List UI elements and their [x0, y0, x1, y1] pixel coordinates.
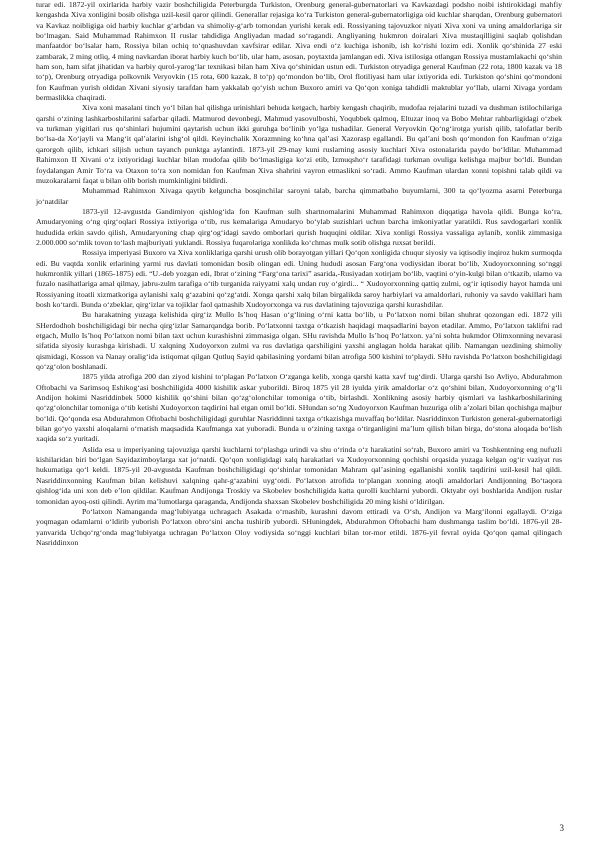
paragraph: Muhammad Rahimxon Xivaga qaytib kelguncha bosqinchilar saroyni talab, barcha qimmatbaho buyumlarni, 300 ta qo‘lyozma asarni Peterburga jo‘natdilar — [36, 186, 562, 206]
page-number: 3 — [559, 823, 564, 833]
paragraph: turar edi. 1872-yil oxirlarida harbiy vazir boshchiligida Peterburgda Turkiston, Orenburg general-gubernatorlari va Kavkazdagi podsho noibi ishtirokidagi mahfiy kengashda Xiva xonligini bosib olishga uzil-kesil qaror qilindi. Generallar rejasiga ko‘ra Turkiston general-gubernatorligiga oid kuchlar sharqdan, Orenburg gubernatori va Kavkaz noibligiga oid harbiy kuchlar g‘arbdan va shimoliy-g‘arb tomondan yurishi kerak edi. Rossiyaning tajovuzkor niyati Xiva xoni va uning amaldorlariga sir bo‘lmagan. Said Muhammad Rahimxon II ruslar tahdidiga Angliyadan madad so‘ragandi. Angliyaning hukmron doiralari Xiva mustaqilligini saqlab qolishdan manfaatdor bo‘lsalar ham, Rossiya bilan ochiq to‘qnashuvdan xavfsirar edilar. Xiva endi o‘z kuchiga ishonib, ish ko‘rishi lozim edi. Xonlik qo‘shinida 27 eski zambarak, 2 ming otliq, 4 ming navkardan iborat harbiy kuch bo‘lib, ular ham, asosan, poytaxtda jamlangan edi. Xiva istilosiga otlangan Rossiya mustamlakachi qo‘shin ham son, ham sifat jihatidan va harbiy qurol-yarog‘lar texnikasi bilan ham Xiva qo‘shinidan ustun edi. Turkiston otryadiga general Kaufman (22 rota, 1800 kazak va 18 to‘p), Orenburg otryadiga polkovnik Veryovkin (15 rota, 600 kazak, 8 to‘p) qo‘mondon bo‘lib, Orol flotiliyasi ham ular ixtiyorida edi. Turkiston qo‘shini qo‘mondoni fon Kaufman yurish oldidan Xivani siyosiy tarafdan ham yakkalab qo‘yish uchun Buxoro amiri va Qo‘qon xoniga tahdidli maktublar yo‘llab, ularni Xivaga yordam bermaslikka chaqiradi. — [36, 0, 562, 103]
paragraph: 1873-yil 12-avgustda Gandimiyon qishlog‘ida fon Kaufman sulh shartnomalarini Muhammad Rahimxon diqqatiga havola qildi. Bunga ko‘ra, Amudaryoning o‘ng qirg‘oqlari Rossiya ixtiyoriga o‘tib, rus kemalariga Amudaryo bo‘ylab suzishlari uchun barcha imkoniyatlar yaratildi. Rus savdogarlari xonlik hududida erkin savdo qilish, Amudaryoning chap qirg‘og‘idagi savdo omborlari qurish huquqini oldilar. Xiva xonligi Rossiya vassaliga aylanib, xonlik zimmasiga 2.000.000 so‘mlik tovon to‘lash majburiyati yuklandi. Rossiya fuqarolariga xonlikda ko‘chmas mulk sotib olishga ruxsat berildi. — [36, 206, 562, 247]
body-text — [36, 0, 562, 548]
paragraph: Xiva xoni masalani tinch yo‘l bilan hal qilishga urinishlari behuda ketgach, harbiy kengash chaqirib, mudofaa rejalarini tuzadi va dushman istilochilariga qarshi o‘zining lashkarboshilarini safarbar qiladi. Matmurod devonbegi, Mahmud yasovulboshi, Yoqubbek qalmoq, Eltuzar inoq va Bobo Mehtar rahbarligidagi o‘zbek va turkman yigitlari rus qo‘shinlari hujumini qaytarish uchun ikki guruhga bo‘linib yo‘lga tushadilar. General Veryovkin Qo‘ng‘irotga yurish qilib, talofatlar berib bo‘lsa-da Xo‘jayli va Mang‘it qal’alarini ishg‘ol qildi. Keyinchalik Xorazmning ko‘hna qal’asi Xazorasp egallandi. Bu qal’ani bosh qo‘mondon fon Kaufman o‘ziga qarorgoh qilib, ichkari siljish uchun tayanch punktga aylantirdi. 1873-yil 29-may kuni ruslarning asosiy kuchlari Xiva ostonalarida paydo bo‘ldilar. Muhammad Rahimxon II Xivani o‘z ixtiyoridagi kuchlar bilan mudofaa qilib bo‘lmasligiga ko‘zi etib, Izmuqsho‘r tarafidagi turkman ovuliga kelishga majbur bo‘ldi. Bundan foydalangan Amir To‘ra va Otaxon to‘ra xon nomidan fon Kaufman Xiva shahrini vayron etmaslikni so‘radi. Ammo Kaufman ulardan xonni topishni talab qildi va muzokaralarni faqat u bilan olib borish mumkinligini bildirdi. — [36, 103, 562, 185]
paragraph: Bu harakatning yuzaga kelishida qirg‘iz Mullo Is’hoq Hasan o‘g‘lining o‘rni katta bo‘lib, u Po‘latxon nomi bilan shuhrat qozongan edi. 1872 yili SHerdodhoh boshchiligidagi bir necha qirg‘izlar Samarqandga borib. Po‘latxonni taxtga o‘tkazish haqidagi maqsadlarini bayon etadilar. Ammo, Po‘latxon taklifni rad etgach, Mullo Is’hoq Po‘latxon nomi bilan taxt uchun kurashishni zimmasiga olgan. SHu ravishda Mullo Is’hoq Po‘latxon. ya’ni sohta hukmdor Olimxonning nevarasi sifatida siyosiy kurashga kirishadi. U xalqning Xudoyorxon zulmi va rus davlatiga qarshiligini yaxshi anglagan holda harakat qilib. Namangan uezdining shimoliy qismidagi, Kosson va Nanay oralig‘ida istiqomat qilgan Qutluq Sayid qabilasining yordami bilan atrofiga 500 kishini to‘playdi. SHu ravishda Po‘latxon boshchiligidagi qo‘zg‘olon boshlanadi. — [36, 310, 562, 372]
paragraph: Rossiya imperiyasi Buxoro va Xiva xonliklariga qarshi urush olib borayotgan yillari Qo‘qon xonligida chuqur siyosiy va iqtisodiy inqiroz hukm surmoqda edi. Bu vaqtda xonlik erlarining yarmi rus davlati tomonidan bosib olingan edi. Uning hududi asosan Farg‘ona vodiysidan iborat bo‘lib, Xudoyorxonning so‘nggi hukmronlik yillari (1865-1875) edi. “U.-deb yozgan edi, Ibrat o‘zining “Farg‘ona tarixi” asarida,-Rusiyadan xotirjam bo‘lib, vaqtini o‘yin-kulgi bilan o‘tkazib, ulamo va fuzalo nasihatlariga amal qilmay, jabru-zulm tarafiga o‘tib turganida raiyyatni xalq undan ruy o‘girdi... “ Xudoyorxonning qattiq zulmi, og‘ir iqtisodiy hayot hamda uni Rossiyaning itoatli xizmatkoriga aylanishi xalq g‘azabini qo‘zg‘atdi. Xonga qarshi xalq bilan birgalikda saroy harbiylari va amaldorlari, ruhoniy va savdo vakillari ham bosh ko‘tardi. Bunda o‘zbeklar, qirg‘izlar va tojiklar faol qatnashib Xudoyorxonga va rus davlatining tajovuziga qarshi kurashdilar. — [36, 248, 562, 309]
paragraph: 1875 yilda atrofiga 200 dan ziyod kishini to‘plagan Po‘latxon O‘zganga kelib, xonga qarshi katta xavf tug‘dirdi. Ularga qarshi Iso Avliyo, Abdurahmon Oftobachi va Sarimsoq Eshikog‘asi boshchiligida 4000 kishilik askar yuborildi. Biroq 1875 yil 28 iyulda yirik amaldorlar o‘z qo‘shini bilan, Xudoyorxonning o‘g‘li Andijon hokimi Nasriddinbek 5000 kishilik qo‘shini bilan qo‘zg‘olonchilar tomoniga o‘tib, birlashdi. Xonlikning asosiy harbiy qismlari va lashkarboshilarining qo‘zg‘olonchilar tomoniga o‘tib ketishi Xudoyorxon taqdirini hal etgan omil bo‘ldi. SHundan so‘ng Xudoyorxon Kaufman huzuriga olib a’zolari bilan qochishga majbur bo‘ldi. Qo‘qonda esa Abdurahmon Oftobachi boshchiligidagi guruhlar Nasriddinni taxtga o‘tkazishga muvaffaq bo‘ldilar. Nasriddinxon Turkiston general-gubernatorligi bilan go‘yo yaxshi aloqalarni o‘rnatish maqsadida Kaufmanga xat yuboradi. Bunda u o‘zining taxtga o‘tirganligini ma’lum qilish bilan birga, do‘stona aloqada bo‘lish xaqida so‘z yuritadi. — [36, 372, 562, 444]
paragraph: Aslida esa u imperiyaning tajovuziga qarshi kuchlarni to‘plashga urindi va shu o‘rinda o‘z harakatini so‘rab, Buxoro amiri va Toshkentning eng nufuzli kishilaridan biri bo‘lgan Sayidazimboylarga xat jo‘natdi. Qo‘qon xonligidagi xalq harakatlari va Xudoyorxonning qochishi orqasida yuzaga kelgan og‘ir vaziyat rus hukumatiga qo‘l keldi. 1875-yil 20-avgustda Kaufman boshchiligidagi qo‘shinlar tomonidan Mahram qal’asining egallanishi xonlik taqdirini uzil-kesil hal qildi. Nasriddinxonning Kaufman bilan kelishuvi xalqning qahr-g‘azabini uyg‘otdi. Po‘latxon atrofida to‘plangan xonning atoqli amaldorlari Andijonning Bo‘taqora qishlog‘ida uni xon deb e’lon qildilar. Kaufman Andijonga Troskiy va Skobelev boshchiligida katta qurolli kuchlarni yubordi. Oktyabr oyi boshlarida Andijon ruslar tomonidan ayoq-osti qilindi. Ayrim ma’lumotlarga qaraganda, Andijonda shaxsan Skobelev boshchiligida 20 ming kishi o‘ldirilgan. — [36, 444, 562, 506]
paragraph: Po‘latxon Namanganda mag‘lubiyatga uchragach Asakada o‘rnashib, kurashni davom ettiradi va O‘sh, Andijon va Marg‘ilonni egallaydi. O‘ziga yoqmagan odamlarni o‘ldirib yuborish Po‘latxon obro‘sini ancha tushirib yubordi. SHuningdek, Abdurahmon Oftobachi ham dushmanga taslim bo‘ldi. 1876-yil 28-yanvarida Uchqo‘rg‘onda mag‘lubiyatga uchragan Po‘latxon Oloy vodiysida so‘nggi kuchlari bilan tor-mor etildi. 1876-yil fevral oyida Qo‘qon qamal qilingach Nasriddinxon — [36, 506, 562, 547]
